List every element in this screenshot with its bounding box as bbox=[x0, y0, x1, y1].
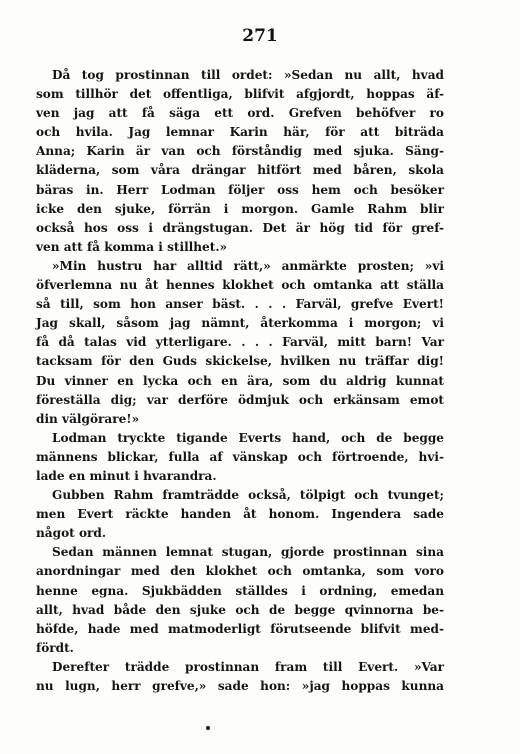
text-line: allt, hvad både den sjuke och de begge qvinnorna be- bbox=[36, 602, 444, 617]
text-line: »Min hustru har alltid rätt,» anmärkte prosten; »vi bbox=[52, 258, 444, 273]
body-text bbox=[36, 66, 444, 696]
text-line: henne egna. Sjukbädden ställdes i ordning, emedan bbox=[36, 583, 444, 598]
paragraph bbox=[36, 257, 444, 429]
text-line: lade en minut i hvarandra. bbox=[36, 468, 217, 483]
text-line: Anna; Karin är van och förståndig med sjuka. Säng- bbox=[36, 144, 444, 159]
text-line: männens blickar, fulla af vänskap och förtroende, hvi- bbox=[36, 449, 444, 464]
text-line: ven jag att få säga ett ord. Grefven behöfver ro bbox=[36, 106, 444, 121]
text-line: tacksam för den Guds skickelse, hvilken nu träffar dig! bbox=[36, 354, 444, 369]
text-line: Lodman tryckte tigande Everts hand, och de begge bbox=[52, 430, 444, 445]
text-line: föreställa dig; var derföre ödmjuk och erkänsam emot bbox=[36, 392, 444, 407]
text-line: som tillhör det offentliga, blifvit afgjordt, hoppas äf- bbox=[36, 87, 444, 102]
paragraph bbox=[36, 486, 444, 543]
text-line: din välgörare!» bbox=[36, 411, 140, 426]
paragraph bbox=[36, 429, 444, 486]
text-line: icke den sjuke, förrän i morgon. Gamle Rahm blir bbox=[36, 201, 444, 216]
text-line: få då talas vid ytterligare. . . . Farväl, mitt barn! Var bbox=[36, 335, 444, 350]
paragraph bbox=[36, 543, 444, 658]
text-line: så till, som hon anser bäst. . . . Farväl, grefve Evert! bbox=[36, 297, 444, 312]
text-line: höfde, hade med matmoderligt förutseende blifvit med- bbox=[36, 621, 444, 636]
paragraph bbox=[36, 658, 444, 696]
text-line: Du vinner en lycka och en ära, som du aldrig kunnat bbox=[36, 373, 444, 388]
text-line: nu lugn, herr grefve,» sade hon: »jag hoppas kunna bbox=[36, 679, 444, 693]
text-line: Då tog prostinnan till ordet: »Sedan nu allt, hvad bbox=[52, 68, 444, 82]
text-line: Sedan männen lemnat stugan, gjorde prostinnan sina bbox=[52, 545, 444, 560]
page-number: 271 bbox=[242, 26, 278, 46]
text-line: öfverlemna nu åt hennes klokhet och omtanka att ställa bbox=[36, 278, 444, 293]
text-line: ven att få komma i stillhet.» bbox=[36, 239, 228, 254]
text-line: fördt. bbox=[36, 640, 74, 655]
text-line: och hvila. Jag lemnar Karin här, för att biträda bbox=[36, 125, 444, 140]
text-line: men Evert räckte handen åt honom. Ingendera sade bbox=[36, 507, 444, 522]
paragraph bbox=[36, 66, 444, 257]
signature-mark bbox=[206, 726, 210, 730]
text-line: anordningar med den klokhet och omtanka, som voro bbox=[36, 564, 444, 579]
text-line: kläderna, som våra drängar hitfört med båren, skola bbox=[36, 163, 444, 178]
text-line: Derefter trädde prostinnan fram till Evert. »Var bbox=[52, 659, 444, 674]
text-line: Jag skall, såsom jag nämnt, återkomma i morgon; vi bbox=[36, 316, 444, 331]
text-line: bäras in. Herr Lodman följer oss hem och besöker bbox=[36, 182, 444, 197]
text-line: något ord. bbox=[36, 526, 107, 541]
text-line: också hos oss i drängstugan. Det är hög tid för gref- bbox=[36, 220, 444, 235]
text-line: Gubben Rahm framträdde också, tölpigt och tvunget; bbox=[52, 488, 444, 503]
